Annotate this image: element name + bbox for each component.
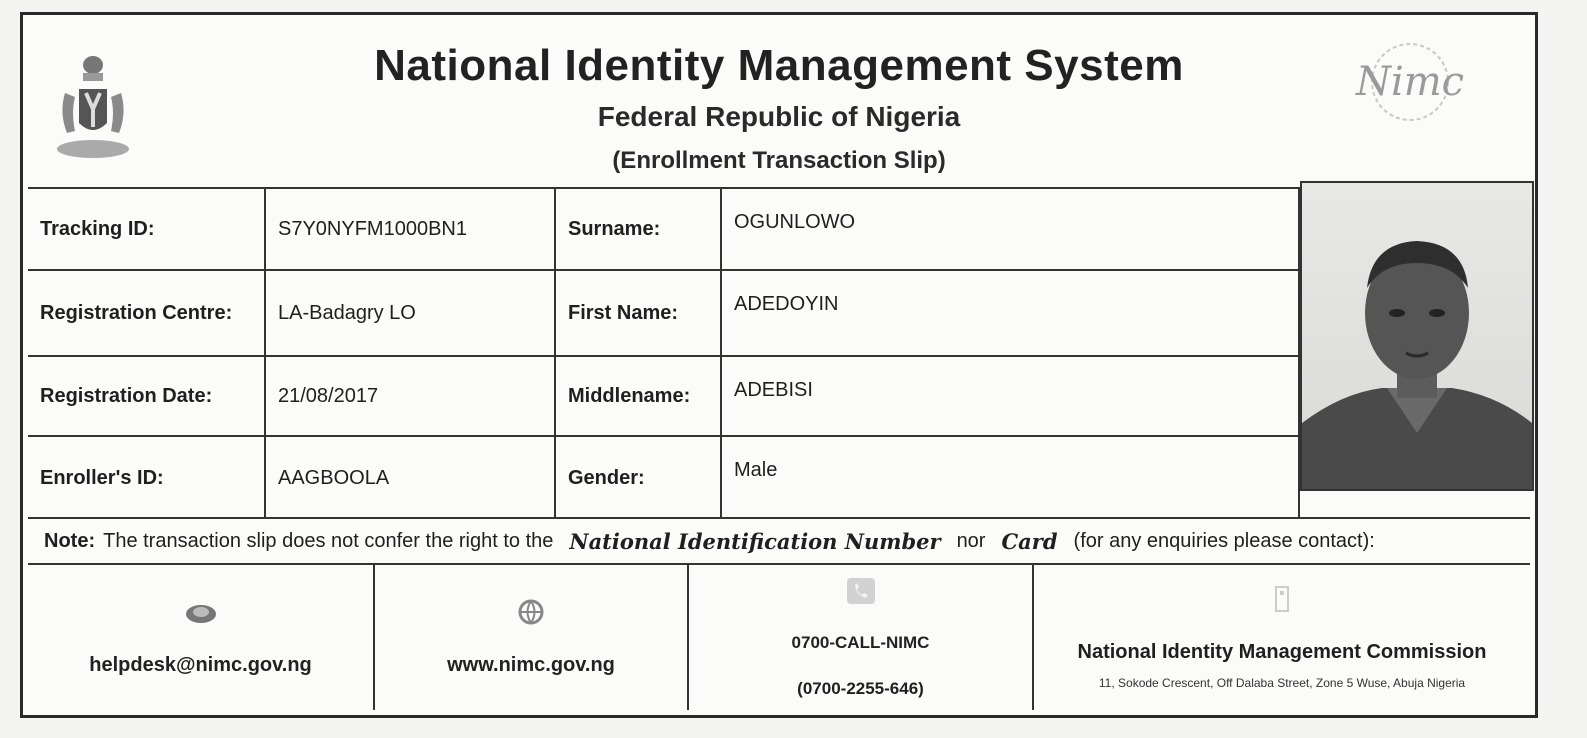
registration-date-label: Registration Date: — [28, 357, 266, 435]
nin-emphasis: National Identification Number — [569, 528, 941, 554]
nimc-logo-icon — [1345, 37, 1475, 127]
tracking-id-value: S7Y0NYFM1000BN1 — [266, 189, 556, 269]
page-title: National Identity Management System — [374, 41, 1184, 90]
registration-centre-label: Registration Centre: — [28, 271, 266, 355]
contact-website — [375, 565, 689, 710]
tracking-id-label: Tracking ID: — [28, 189, 266, 269]
enroller-id-label: Enroller's ID: — [28, 437, 266, 519]
note-conjunction: nor — [956, 529, 986, 552]
middle-name-label: Middlename: — [556, 357, 722, 435]
note-contact-text: (for any enquiries please contact): — [1073, 529, 1375, 552]
building-icon — [1265, 585, 1299, 613]
note-prefix: Note: — [44, 529, 96, 552]
contact-phone — [689, 565, 1034, 710]
page-subtitle: Federal Republic of Nigeria — [597, 101, 961, 132]
email-icon — [184, 598, 218, 626]
table-row — [28, 189, 1300, 271]
nimc-logo-text: Nimc — [1355, 59, 1465, 105]
contact-email — [28, 565, 375, 710]
slip-type: (Enrollment Transaction Slip) — [612, 147, 946, 174]
table-row — [28, 271, 1300, 357]
enroller-id-value: AAGBOOLA — [266, 437, 556, 519]
gender-label: Gender: — [556, 437, 722, 519]
disclaimer-note — [28, 517, 1530, 565]
surname-label: Surname: — [556, 189, 722, 269]
phone-number: 0700-CALL-NIMC — [791, 632, 930, 652]
commission-name: National Identity Management Commission — [1077, 641, 1487, 663]
surname-value: OGUNLOWO — [722, 189, 1300, 269]
details-table — [28, 187, 1300, 517]
gender-value: Male — [722, 437, 1300, 519]
middle-name-value: ADEBISI — [722, 357, 1300, 435]
registration-date-value: 21/08/2017 — [266, 357, 556, 435]
phone-number-numeric: (0700-2255-646) — [797, 678, 924, 698]
enrollment-slip — [20, 12, 1538, 718]
table-row — [28, 437, 1300, 519]
first-name-label: First Name: — [556, 271, 722, 355]
first-name-value: ADEDOYIN — [722, 271, 1300, 355]
email-address: helpdesk@nimc.gov.ng — [89, 654, 312, 676]
contact-section — [28, 565, 1530, 710]
note-text: The transaction slip does not confer the right to the — [103, 529, 554, 552]
enrollee-portrait — [1302, 183, 1532, 489]
contact-address — [1034, 565, 1530, 710]
enrollee-photo — [1300, 181, 1534, 491]
website-url: www.nimc.gov.ng — [447, 654, 615, 676]
card-emphasis: Card — [1001, 528, 1058, 554]
table-row — [28, 357, 1300, 437]
commission-address: 11, Sokode Crescent, Off Dalaba Street, Zone 5 Wuse, Abuja Nigeria — [1098, 676, 1466, 690]
phone-icon — [844, 577, 878, 605]
registration-centre-value: LA-Badagry LO — [266, 271, 556, 355]
globe-icon — [514, 598, 548, 626]
